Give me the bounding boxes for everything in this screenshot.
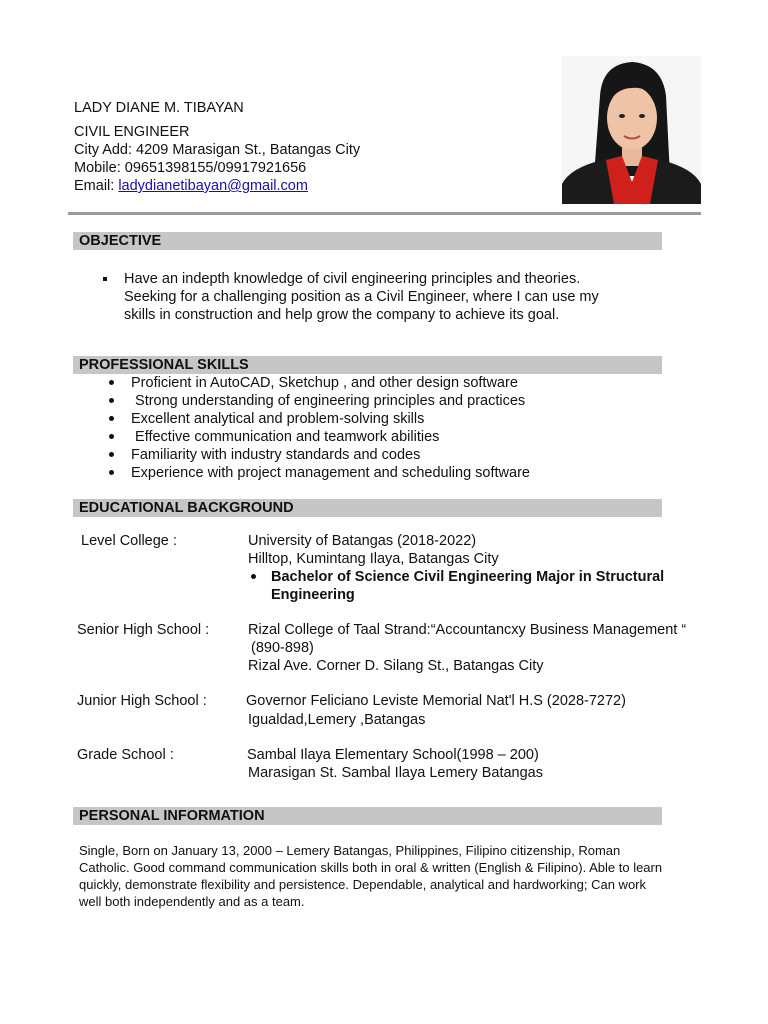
skill-item: Proficient in AutoCAD, Sketchup , and other design software <box>131 375 518 391</box>
bullet-icon <box>251 574 256 579</box>
senior-high-school: Rizal College of Taal Strand:“Accountancxy Business Management “ <box>248 622 687 638</box>
senior-high-address: Rizal Ave. Corner D. Silang St., Batangas City <box>248 658 544 674</box>
bullet-icon <box>109 434 114 439</box>
applicant-name: LADY DIANE M. TIBAYAN <box>74 100 244 116</box>
square-bullet-icon <box>103 277 107 281</box>
email-label: Email: <box>74 178 119 194</box>
bullet-icon <box>109 416 114 421</box>
college-degree: Bachelor of Science Civil Engineering Major in Structural <box>271 569 665 585</box>
bullet-icon <box>109 470 114 475</box>
portrait-illustration <box>562 56 701 204</box>
grade-school-address: Marasigan St. Sambal Ilaya Lemery Batangas <box>248 765 543 781</box>
grade-school-label: Grade School : <box>77 747 174 763</box>
bullet-icon <box>109 452 114 457</box>
junior-high-school: Governor Feliciano Leviste Memorial Nat'l H.S (2028-7272) <box>246 693 626 709</box>
personal-heading: PERSONAL INFORMATION <box>79 808 265 824</box>
skill-item: Familiarity with industry standards and codes <box>131 447 421 463</box>
skill-item: Strong understanding of engineering principles and practices <box>131 393 526 409</box>
objective-heading: OBJECTIVE <box>79 233 162 249</box>
objective-heading-band <box>73 232 662 250</box>
profile-photo <box>562 56 701 204</box>
email-link[interactable]: ladydianetibayan@gmail.com <box>118 178 308 194</box>
bullet-icon <box>109 380 114 385</box>
address: City Add: 4209 Marasigan St., Batangas City <box>74 142 361 158</box>
junior-high-address: Igualdad,Lemery ,Batangas <box>248 712 426 728</box>
skill-item: Experience with project management and scheduling software <box>131 465 530 481</box>
senior-high-phone: (890-898) <box>251 640 314 656</box>
email-line <box>74 177 308 195</box>
college-label: Level College : <box>81 533 177 549</box>
mobile: Mobile: 09651398155/09917921656 <box>74 160 307 176</box>
objective-line: Have an indepth knowledge of civil engineering principles and theories. <box>124 271 581 287</box>
education-heading-band <box>73 499 662 517</box>
bullet-icon <box>109 398 114 403</box>
header-divider <box>68 212 701 215</box>
senior-high-label: Senior High School : <box>77 622 210 638</box>
college-address: Hilltop, Kumintang Ilaya, Batangas City <box>248 551 499 567</box>
skill-item: Effective communication and teamwork abilities <box>131 429 440 445</box>
college-degree-cont: Engineering <box>271 587 355 603</box>
skill-item: Excellent analytical and problem-solving skills <box>131 411 425 427</box>
personal-info-text: Single, Born on January 13, 2000 – Lemery Batangas, Philippines, Filipino citizenship, Roman Catholic. Good command communication skills both in oral & written (English & Filipino). Able to learn quickly, demonstrate flexibility and persistence. Dependable, analytical and hardworking; Can work well both independently and as a team. <box>79 843 663 909</box>
grade-school-name: Sambal Ilaya Elementary School(1998 – 200) <box>247 747 539 763</box>
college-school: University of Batangas (2018-2022) <box>248 533 477 549</box>
junior-high-label: Junior High School : <box>77 693 207 709</box>
job-title: CIVIL ENGINEER <box>74 124 190 140</box>
objective-line: Seeking for a challenging position as a Civil Engineer, where I can use my <box>124 289 599 305</box>
personal-heading-band <box>73 807 662 825</box>
objective-line: skills in construction and help grow the company to achieve its goal. <box>124 307 560 323</box>
skills-heading-band <box>73 356 662 374</box>
education-heading: EDUCATIONAL BACKGROUND <box>79 500 294 516</box>
skills-heading: PROFESSIONAL SKILLS <box>79 357 249 373</box>
